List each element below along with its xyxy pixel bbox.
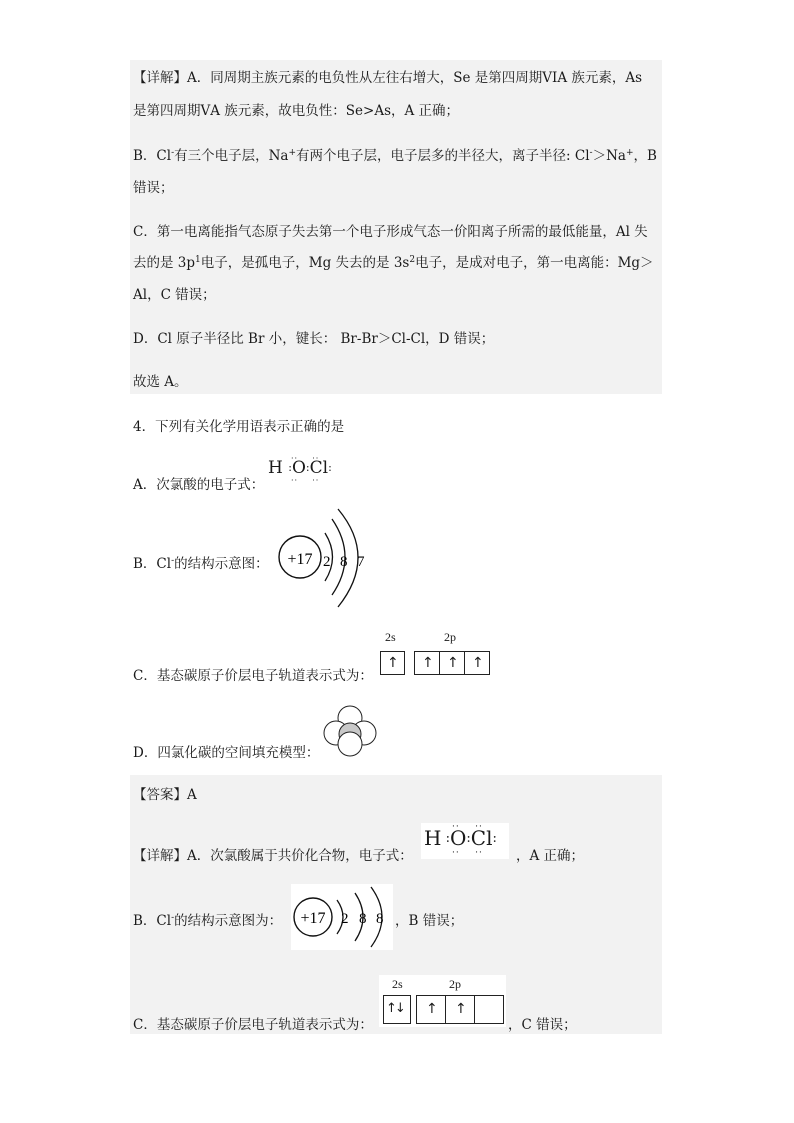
electron-pair: : <box>305 461 310 474</box>
answer-c-pre: C．基态碳原子价层电子轨道表示式为： <box>133 1017 373 1033</box>
answer-c-2p-label: 2p <box>449 977 461 991</box>
answer-b-label <box>133 909 282 929</box>
superscript: - <box>171 148 175 158</box>
option-d-space-filling-model <box>322 705 378 757</box>
option-a-dots-bottom: ·· ·· <box>291 476 320 485</box>
text: 的结构示意图为： <box>174 913 283 929</box>
option-a-label: A．次氯酸的电子式： <box>133 477 265 493</box>
answer-a-pre: 【详解】A．次氯酸属于共价化合物，电子式： <box>133 848 413 864</box>
answer-line: 【答案】A <box>133 787 197 803</box>
text: 电子，是孤电子，Mg 失去的是 3s <box>200 255 410 271</box>
text: B．Cl <box>133 913 172 929</box>
orbital-up-arrow-icon: ↑ <box>447 655 459 671</box>
superscript: - <box>589 148 593 158</box>
orbital-up-arrow-icon: ↑ <box>455 1001 467 1017</box>
text: 的结构示意图： <box>174 556 269 572</box>
explain-d-line: D．Cl 原子半径比 Br 小，键长： Br-Br＞Cl-Cl，D 错误； <box>133 331 495 347</box>
question-stem: 4．下列有关化学用语表示正确的是 <box>133 419 345 435</box>
text: B．Cl <box>133 148 172 164</box>
text: ，B <box>633 148 657 164</box>
explain-b-line2: 错误； <box>133 180 174 196</box>
explain-b-line1 <box>133 144 657 164</box>
option-d-label: D．四氯化碳的空间填充模型： <box>133 745 320 761</box>
electron-pair: : <box>441 831 450 846</box>
answer-c-2s-label: 2s <box>392 977 403 991</box>
orbital-up-arrow-icon: ↑ <box>387 655 399 671</box>
text: ＞Na <box>592 148 626 164</box>
option-c-label: C．基态碳原子价层电子轨道表示式为： <box>133 668 373 684</box>
superscript: + <box>625 148 634 158</box>
orbital-up-arrow-icon: ↑ <box>426 1001 438 1017</box>
orbital-up-arrow-icon: ↑ <box>472 655 484 671</box>
electron-pair: : <box>492 831 497 846</box>
electron-pair: : <box>466 831 471 846</box>
option-b-atom-diagram <box>270 505 380 615</box>
answer-c-2p-box-3 <box>474 995 504 1024</box>
explain-conclusion: 故选 A。 <box>133 374 188 390</box>
text: 电子，是成对电子，第一电离能：Mg＞ <box>415 255 654 271</box>
answer-a-post: ，A 正确； <box>516 848 585 864</box>
shell-count-2: 8 <box>340 554 348 570</box>
text: B．Cl <box>133 556 172 572</box>
orbital-up-arrow-icon: ↑ <box>422 655 434 671</box>
shell-count-1: 2 <box>323 554 331 570</box>
explain-a-line1: 【详解】A．同周期主族元素的电负性从左往右增大，Se 是第四周期VIA 族元素，As <box>133 70 643 86</box>
chlorine-sphere-bottom <box>338 732 362 756</box>
chlorine-symbol: Cl <box>309 458 329 478</box>
explain-c-line2 <box>133 251 654 271</box>
shell-count-2: 8 <box>359 911 367 927</box>
shell-count-3: 7 <box>357 554 365 570</box>
answer-a-dots-top: ·· ·· <box>452 822 483 832</box>
text: 有三个电子层，Na <box>174 148 289 164</box>
option-c-2s-label: 2s <box>385 630 396 644</box>
superscript: - <box>171 556 175 566</box>
orbital-pair-arrow-icon: ↑↓ <box>386 1001 404 1016</box>
explain-c-line1: C．第一电离能指气态原子失去第一个电子形成气态一价阳离子所需的最低能量，Al 失 <box>133 224 648 240</box>
answer-a-dots-bottom: ·· ·· <box>452 848 483 858</box>
superscript: - <box>171 913 175 923</box>
chlorine-symbol: Cl <box>470 826 493 850</box>
hydrogen-symbol: H <box>268 458 283 478</box>
option-b-label <box>133 552 269 572</box>
answer-b-post: ，B 错误； <box>395 913 464 929</box>
shell-count-1: 2 <box>341 911 349 927</box>
shell-count-3: 8 <box>376 911 384 927</box>
superscript: 2 <box>409 255 416 265</box>
nucleus-charge: +17 <box>300 910 326 927</box>
answer-b-atom-diagram <box>291 884 393 950</box>
hydrogen-symbol: H <box>424 826 442 850</box>
oxygen-symbol: O <box>449 826 467 850</box>
electron-pair: : <box>288 461 292 474</box>
superscript: + <box>288 148 297 158</box>
nucleus-charge: +17 <box>287 551 313 568</box>
explain-a-line2: 是第四周期ⅤA 族元素，故电负性：Se>As，A 正确； <box>133 103 460 119</box>
text: 去的是 3p <box>133 255 196 271</box>
option-a-dots-top: ·· ·· <box>291 454 320 463</box>
explain-c-line3: Al，C 错误； <box>133 287 216 303</box>
superscript: 1 <box>195 255 201 265</box>
text: 有两个电子层，电子层多的半径大，离子半径: Cl <box>296 148 590 164</box>
option-c-2p-label: 2p <box>444 630 456 644</box>
answer-c-post: ，C 错误； <box>508 1017 577 1033</box>
electron-pair: : <box>328 461 332 474</box>
oxygen-symbol: O <box>291 458 306 478</box>
